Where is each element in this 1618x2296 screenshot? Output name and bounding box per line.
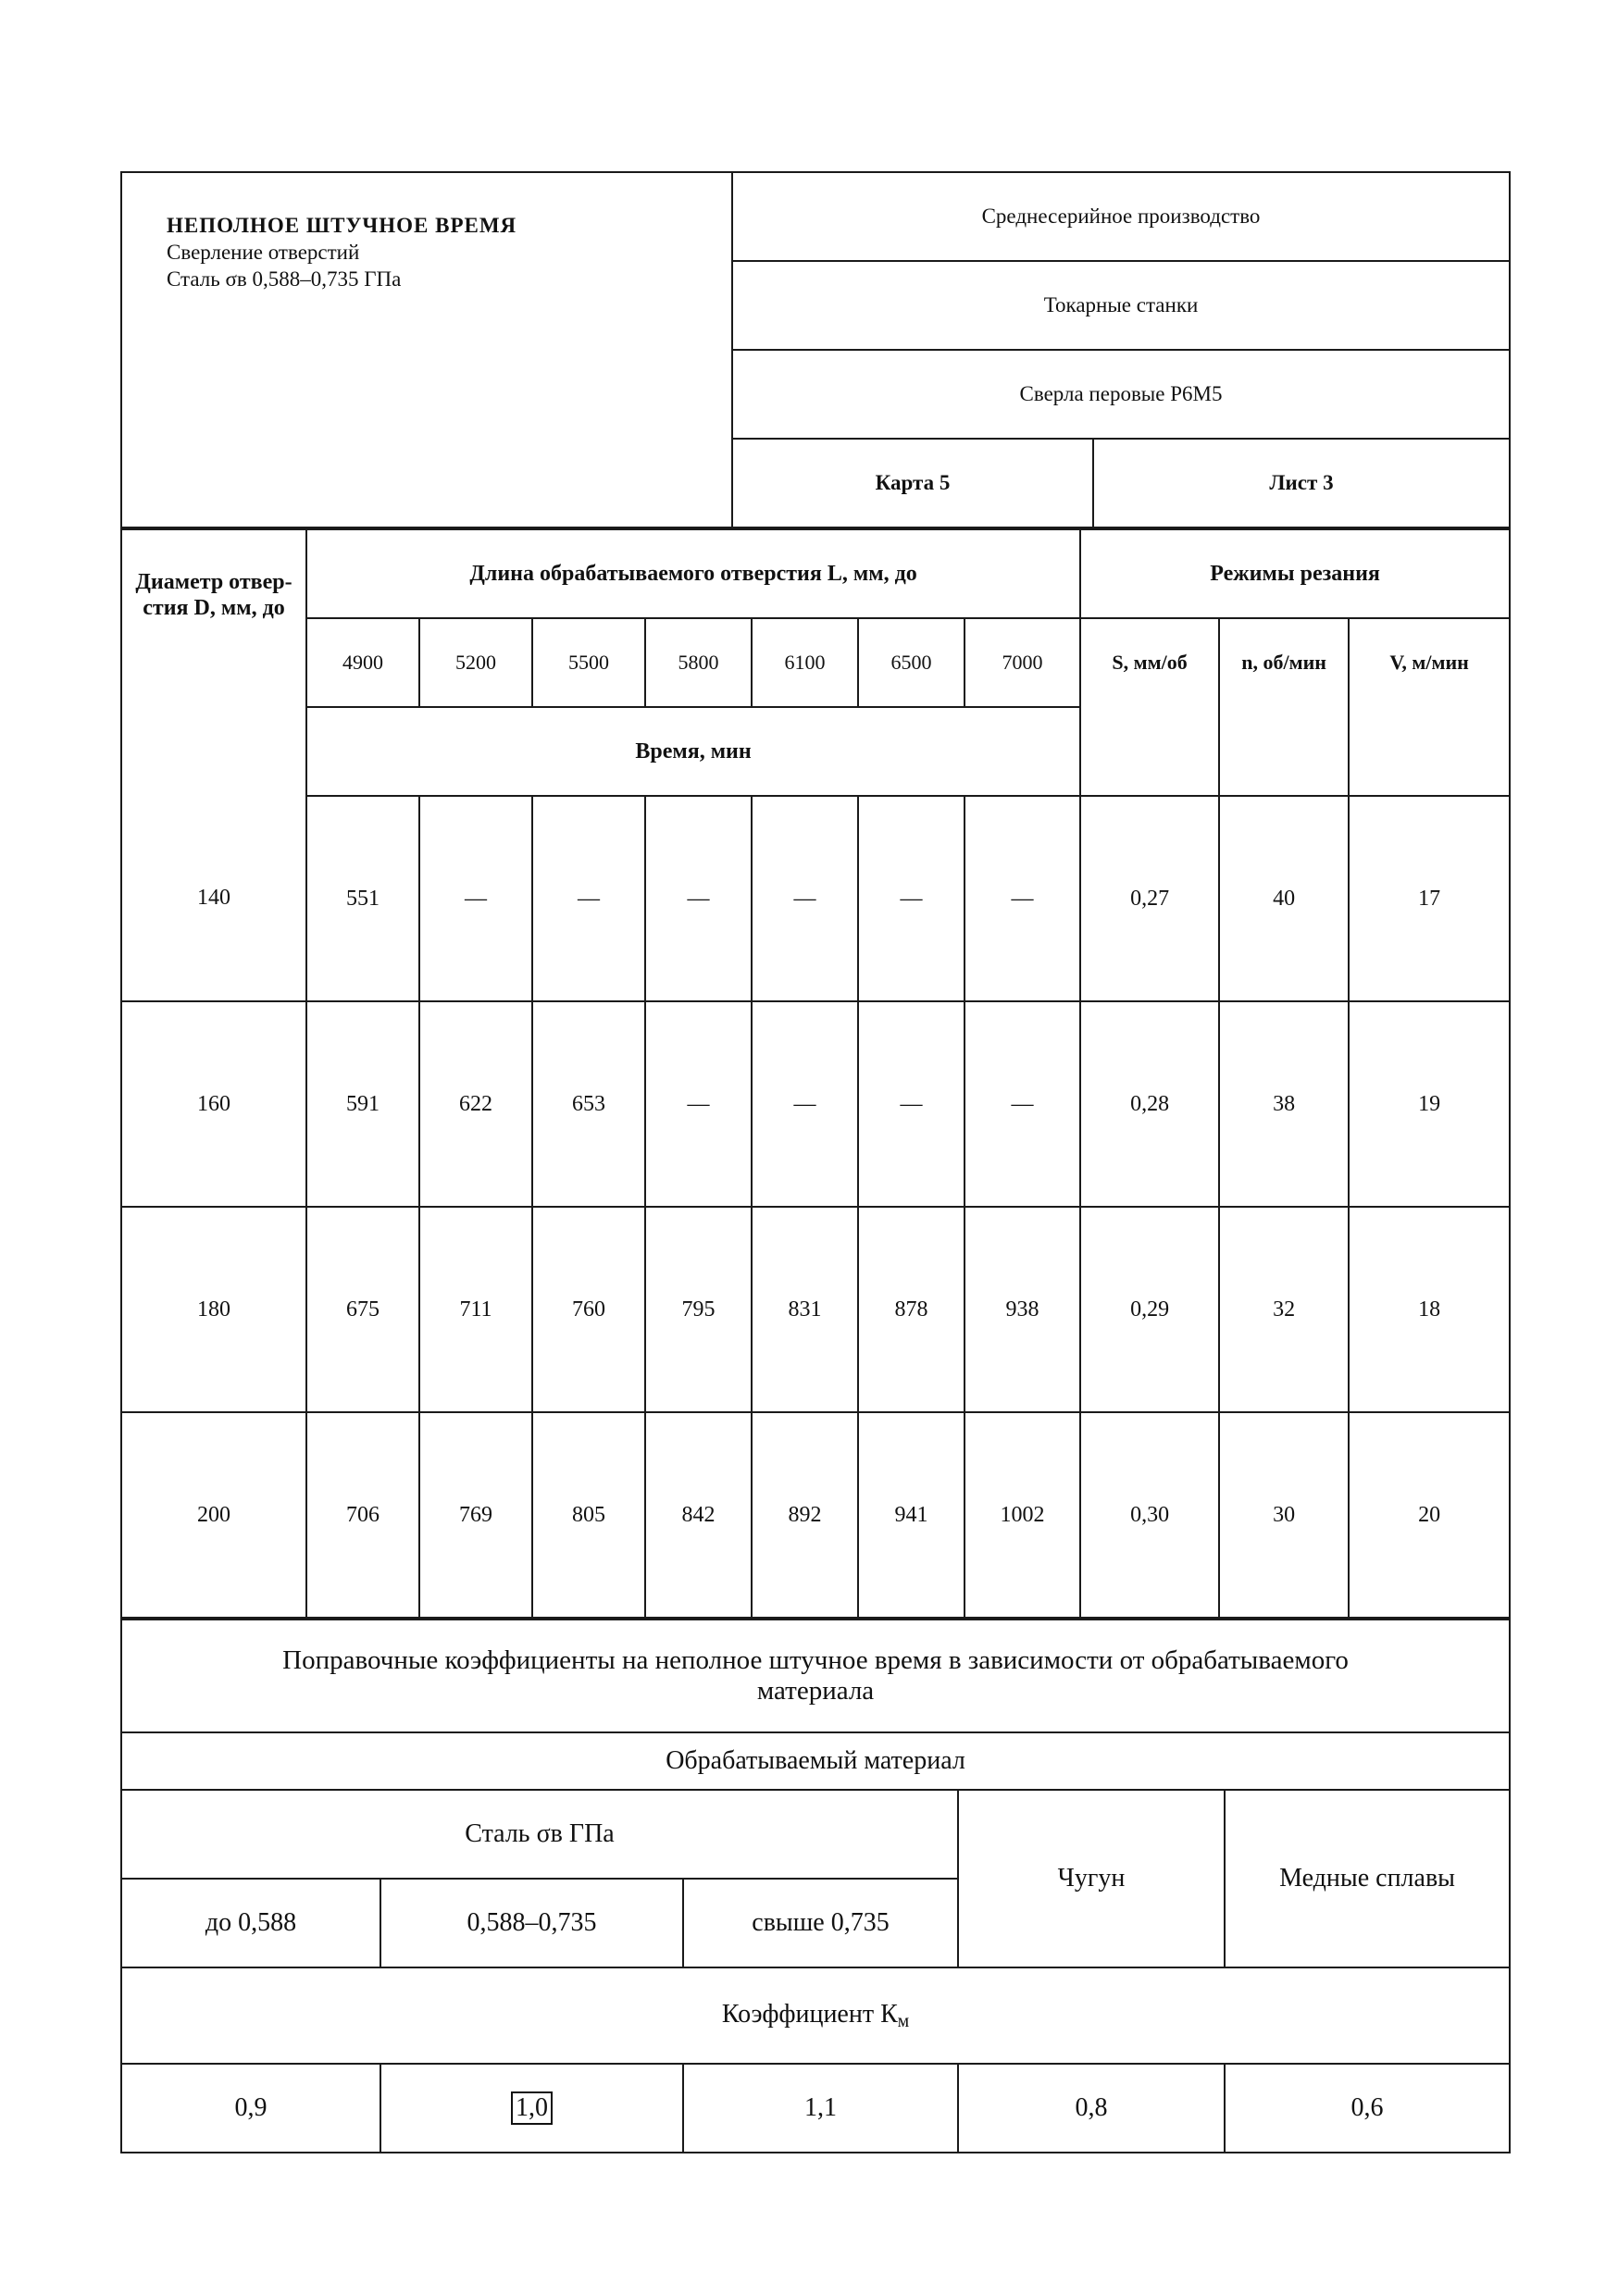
steel-range-high: свыше 0,735 [683, 1879, 958, 1967]
coefficients-title [121, 1620, 1510, 1732]
time-cell: 941 [858, 1412, 965, 1618]
length-5800: 5800 [645, 618, 752, 707]
time-cell: — [858, 1001, 965, 1207]
time-cell: 551 [306, 796, 419, 1001]
length-5500: 5500 [532, 618, 645, 707]
diameter-cell: 200 [121, 1412, 306, 1618]
card-title: НЕПОЛНОЕ ШТУЧНОЕ ВРЕМЯ [167, 214, 517, 237]
time-cell: 938 [965, 1207, 1080, 1412]
coefficient-subscript: м [897, 2011, 910, 2031]
length-6100: 6100 [752, 618, 858, 707]
card-title-block [121, 172, 732, 527]
table-row [121, 796, 1510, 1001]
card-number: Карта 5 [732, 439, 1093, 527]
coefficient-value: 0,9 [121, 2064, 380, 2153]
time-cell: 622 [419, 1001, 532, 1207]
coefficient-label: Коэффициент [721, 1999, 875, 2029]
time-cell: 831 [752, 1207, 858, 1412]
table-row [121, 1412, 1510, 1618]
coefficient-symbol: К [880, 1999, 898, 2029]
length-5200: 5200 [419, 618, 532, 707]
diameter-header: Диаметр отвер-стия D, мм, до [121, 529, 306, 796]
cutting-modes-header: Режимы резания [1080, 529, 1510, 618]
cast-iron-header: Чугун [958, 1790, 1225, 1967]
coefficient-header [121, 1967, 1510, 2064]
table-row [121, 1001, 1510, 1207]
coefficients-table [120, 1619, 1511, 2153]
length-4900: 4900 [306, 618, 419, 707]
copper-alloys-header: Медные сплавы [1225, 1790, 1510, 1967]
speed-cell: 19 [1349, 1001, 1510, 1207]
diameter-cell: 180 [121, 1207, 306, 1412]
coefficient-value: 0,6 [1225, 2064, 1510, 2153]
table-row [121, 1207, 1510, 1412]
time-cell: — [419, 796, 532, 1001]
feed-header: S, мм/об [1080, 618, 1219, 796]
time-cell: 706 [306, 1412, 419, 1618]
steel-range-low: до 0,588 [121, 1879, 380, 1967]
time-cell: — [965, 796, 1080, 1001]
time-cell: 675 [306, 1207, 419, 1412]
normative-card [120, 171, 1509, 2153]
coefficient-value-boxed: 1,0 [511, 2091, 553, 2125]
machine-type: Токарные станки [732, 261, 1510, 350]
rpm-cell: 38 [1219, 1001, 1349, 1207]
time-cell: — [858, 796, 965, 1001]
time-cell: 805 [532, 1412, 645, 1618]
operation-subtitle: Сверление отверстий [167, 241, 360, 264]
time-table [120, 528, 1511, 1619]
diameter-cell: 140 [121, 796, 306, 1001]
length-6500: 6500 [858, 618, 965, 707]
coefficient-value: 0,8 [958, 2064, 1225, 2153]
time-cell: — [752, 1001, 858, 1207]
material-subtitle: Сталь σв 0,588–0,735 ГПа [167, 267, 402, 291]
diameter-cell: 160 [121, 1001, 306, 1207]
feed-cell: 0,29 [1080, 1207, 1219, 1412]
time-cell: 711 [419, 1207, 532, 1412]
feed-cell: 0,30 [1080, 1412, 1219, 1618]
time-cell: — [752, 796, 858, 1001]
rpm-cell: 40 [1219, 796, 1349, 1001]
time-header: Время, мин [306, 707, 1080, 796]
tool-type: Сверла перовые Р6М5 [732, 350, 1510, 439]
coefficient-values-row [121, 2064, 1510, 2153]
time-cell: 760 [532, 1207, 645, 1412]
length-7000: 7000 [965, 618, 1080, 707]
feed-cell: 0,27 [1080, 796, 1219, 1001]
time-cell: — [965, 1001, 1080, 1207]
time-cell: 653 [532, 1001, 645, 1207]
coefficient-value: 1,1 [683, 2064, 958, 2153]
time-cell: 795 [645, 1207, 752, 1412]
time-cell: — [645, 1001, 752, 1207]
coefficients-title-text: Поправочные коэффициенты на неполное штучное время в зависимости от обрабатываемого материала [282, 1645, 1349, 1706]
time-cell: 1002 [965, 1412, 1080, 1618]
speed-cell: 18 [1349, 1207, 1510, 1412]
feed-cell: 0,28 [1080, 1001, 1219, 1207]
header-table [120, 171, 1511, 528]
production-type: Среднесерийное производство [732, 172, 1510, 261]
coefficient-value-cell [380, 2064, 683, 2153]
steel-range-mid: 0,588–0,735 [380, 1879, 683, 1967]
speed-rpm-header: n, об/мин [1219, 618, 1349, 796]
sheet-number: Лист 3 [1093, 439, 1510, 527]
speed-cell: 20 [1349, 1412, 1510, 1618]
time-cell: 878 [858, 1207, 965, 1412]
length-header: Длина обрабатываемого отверстия L, мм, до [306, 529, 1080, 618]
time-cell: — [645, 796, 752, 1001]
material-header: Обрабатываемый материал [121, 1732, 1510, 1790]
time-cell: — [532, 796, 645, 1001]
time-cell: 591 [306, 1001, 419, 1207]
time-cell: 892 [752, 1412, 858, 1618]
time-cell: 769 [419, 1412, 532, 1618]
speed-cell: 17 [1349, 796, 1510, 1001]
rpm-cell: 30 [1219, 1412, 1349, 1618]
time-cell: 842 [645, 1412, 752, 1618]
cutting-speed-header: V, м/мин [1349, 618, 1510, 796]
steel-header: Сталь σв ГПа [121, 1790, 958, 1879]
rpm-cell: 32 [1219, 1207, 1349, 1412]
